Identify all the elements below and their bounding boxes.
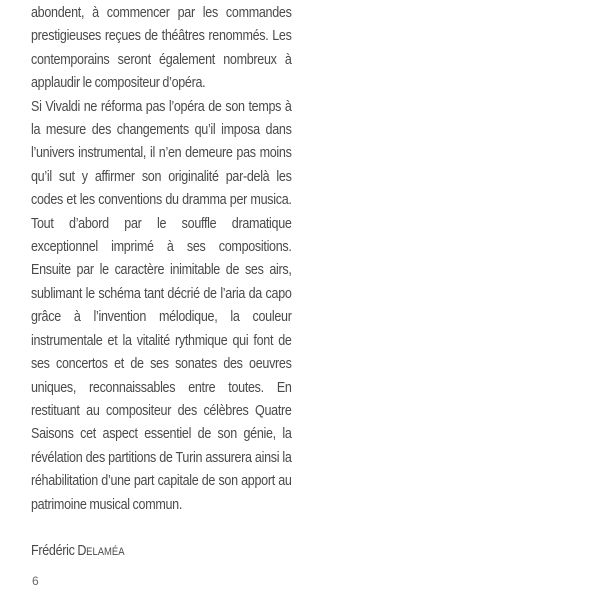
author-first-name: Frédéric xyxy=(31,542,75,559)
page-number: 6 xyxy=(32,574,39,588)
body-text xyxy=(31,2,292,564)
paragraph-1: abondent, à commencer par les commandes prestigieuses reçues de théâtres renommés. Les contemporains seront également nombreux à applaudir le compositeur d’opéra. xyxy=(31,5,292,92)
author-signature xyxy=(31,540,292,564)
paragraph-2: Si Vivaldi ne réforma pas l’opéra de son temps à la mesure des changements qu’il imposa dans l’univers instrumental, il n’en demeure pas moins qu’il sut y affirmer son originalité par-delà les codes et les conventions du dramma per musica. Tout d’abord par le souffle dramatique exceptionnel imprimé à ses compositions. Ensuite par le caractère inimitable de ses airs, sublimant le schéma tant décrié de l’aria da capo grâce à l’invention mélodique, la couleur instrumentale et la vitalité rythmique qui font de ses concertos et de ses sonates des oeuvres uniques, reconnaissables entre toutes. En restituant au compositeur des célèbres Quatre Saisons cet aspect essentiel de son génie, la révélation des partitions de Turin assurera ainsi la réhabilitation d’une part capitale de son apport au patrimoine musical commun. xyxy=(31,98,292,513)
author-surname-rest: ELAMÉA xyxy=(86,545,125,558)
author-surname-initial: D xyxy=(77,542,87,559)
